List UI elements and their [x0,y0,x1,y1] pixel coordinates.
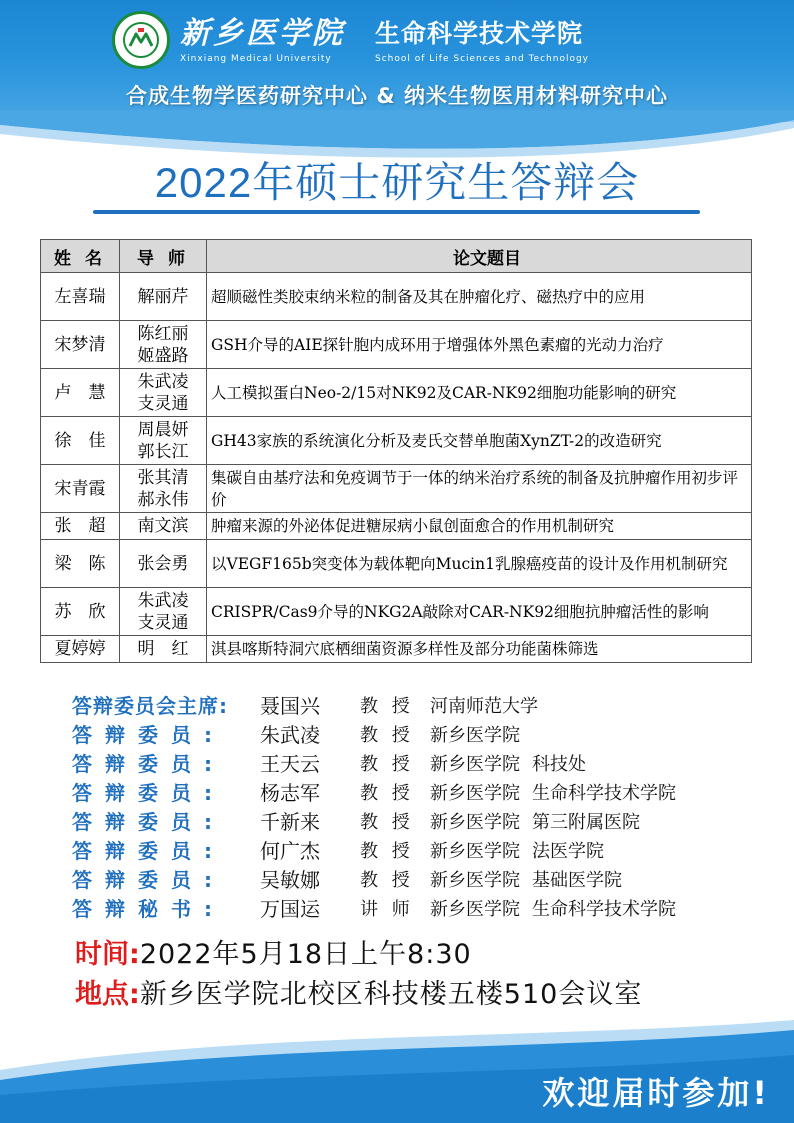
committee-name: 吴敏娜 [260,868,320,892]
research-centers: 合成生物学医药研究中心 & 纳米生物医用材料研究中心 [126,84,668,108]
committee-title: 讲 师 [360,898,414,920]
place-label: 地点: [75,979,140,1010]
committee-role: 答辩委员: [72,723,225,747]
table-row [41,273,752,321]
committee-dept: 生命科学技术学院 [532,782,676,804]
committee-row [72,893,772,922]
committee-title: 教 授 [360,811,414,833]
thesis-topic: 淇县喀斯特洞穴底栖细菌资源多样性及部分功能菌株筛选 [207,636,752,663]
committee-title: 教 授 [360,724,414,746]
university-name-en: Xinxiang Medical University [180,54,332,64]
student-name: 夏婷婷 [41,636,120,663]
header-advisor: 导 师 [120,240,207,273]
committee-org: 新乡医学院 [430,724,520,746]
committee-role: 答辩秘书: [72,897,225,921]
committee-dept: 基础医学院 [532,869,622,891]
advisor-name: 姬盛路 [137,345,189,366]
committee-org: 新乡医学院 [430,753,520,775]
committee-title: 教 授 [360,782,414,804]
committee-row [72,748,772,777]
table-header-row [41,240,752,273]
advisor-cell [120,636,207,663]
committee-title: 教 授 [360,695,414,717]
committee-dept: 法医学院 [532,840,604,862]
thesis-topic: 集碳自由基疗法和免疫调节于一体的纳米治疗系统的制备及抗肿瘤作用初步评价 [207,465,752,513]
table-row [41,321,752,369]
thesis-topic: 人工模拟蛋白Neo-2/15对NK92及CAR-NK92细胞功能影响的研究 [207,369,752,417]
student-name: 宋青霞 [41,465,120,513]
committee-row [72,719,772,748]
place-value: 新乡医学院北校区科技楼五楼510会议室 [139,979,643,1010]
committee-role: 答辩委员: [72,839,225,863]
advisor-cell [120,417,207,465]
committee-name: 何广杰 [260,839,320,863]
committee-name: 朱武凌 [260,723,320,747]
student-name: 宋梦清 [41,321,120,369]
committee-dept: 第三附属医院 [532,811,640,833]
committee-org: 新乡医学院 [430,869,520,891]
event-time [75,932,472,971]
time-label: 时间: [75,939,140,970]
committee-list [72,690,772,922]
header-topic: 论文题目 [207,240,752,273]
advisor-name: 明 红 [137,639,189,659]
advisor-cell [120,369,207,417]
table-row [41,540,752,588]
table-row [41,636,752,663]
university-logo-icon [112,11,170,69]
student-name: 梁 陈 [41,540,120,588]
advisor-name: 张会勇 [137,553,189,574]
committee-dept: 生命科学技术学院 [532,898,676,920]
advisor-cell [120,321,207,369]
committee-title: 教 授 [360,840,414,862]
committee-org: 新乡医学院 [430,811,520,833]
committee-role: 答辩委员会主席: [72,694,228,718]
committee-row [72,806,772,835]
committee-name: 聂国兴 [260,694,320,718]
committee-title: 教 授 [360,869,414,891]
time-value: 2022年5月18日上午8:30 [139,939,472,970]
thesis-topic: 肿瘤来源的外泌体促进糖尿病小鼠创面愈合的作用机制研究 [207,513,752,540]
thesis-topic: CRISPR/Cas9介导的NKG2A敲除对CAR-NK92细胞抗肿瘤活性的影响 [207,588,752,636]
university-name-cn: 新乡医学院 [180,16,345,51]
title-underline [93,210,700,214]
table-row [41,369,752,417]
committee-title: 教 授 [360,753,414,775]
header-logos [112,8,589,72]
committee-row [72,690,772,719]
student-name: 苏 欣 [41,588,120,636]
table-row [41,588,752,636]
advisor-name: 陈红丽 [137,323,189,344]
committee-org: 新乡医学院 [430,898,520,920]
table-row [41,465,752,513]
header-name: 姓 名 [41,240,120,273]
advisor-name: 南文滨 [137,516,189,536]
committee-name: 万国运 [260,897,320,921]
advisor-cell [120,540,207,588]
advisor-name: 解丽芹 [137,286,189,307]
advisor-name: 张其清 [137,467,189,488]
table-row [41,513,752,540]
committee-name: 王天云 [260,752,320,776]
committee-row [72,864,772,893]
student-name: 徐 佳 [41,417,120,465]
advisor-cell [120,465,207,513]
advisor-cell [120,513,207,540]
advisor-name: 朱武凌 [137,371,189,392]
student-name: 卢 慧 [41,369,120,417]
advisor-name: 朱武凌 [137,590,189,611]
advisor-name: 郝永伟 [137,489,189,510]
committee-name: 杨志军 [260,781,320,805]
committee-row [72,777,772,806]
school-name-block [375,16,589,64]
school-name-cn: 生命科学技术学院 [375,19,584,48]
committee-role: 答辩委员: [72,810,225,834]
thesis-topic: 超顺磁性类胶束纳米粒的制备及其在肿瘤化疗、磁热疗中的应用 [207,273,752,321]
university-name-block [180,16,345,64]
thesis-table [40,239,752,663]
committee-dept: 科技处 [532,753,586,775]
advisor-name: 支灵通 [137,393,189,414]
committee-name: 千新来 [260,810,320,834]
thesis-topic: 以VEGF165b突变体为载体靶向Mucin1乳腺癌疫苗的设计及作用机制研究 [207,540,752,588]
advisor-name: 郭长江 [137,441,189,462]
committee-role: 答辩委员: [72,752,225,776]
welcome-text: 欢迎届时参加! [542,1074,770,1112]
page-title: 2022年硕士研究生答辩会 [154,159,640,206]
thesis-topic: GSH介导的AIE探针胞内成环用于增强体外黑色素瘤的光动力治疗 [207,321,752,369]
committee-row [72,835,772,864]
committee-role: 答辩委员: [72,781,225,805]
committee-org: 新乡医学院 [430,840,520,862]
table-row [41,417,752,465]
advisor-name: 支灵通 [137,612,189,633]
school-name-en: School of Life Sciences and Technology [375,54,590,64]
advisor-cell [120,273,207,321]
thesis-topic: GH43家族的系统演化分析及麦氏交替单胞菌XynZT-2的改造研究 [207,417,752,465]
committee-org: 河南师范大学 [430,695,538,717]
advisor-name: 周晨妍 [137,419,189,440]
committee-role: 答辩委员: [72,868,225,892]
committee-org: 新乡医学院 [430,782,520,804]
advisor-cell [120,588,207,636]
student-name: 张 超 [41,513,120,540]
student-name: 左喜瑞 [41,273,120,321]
